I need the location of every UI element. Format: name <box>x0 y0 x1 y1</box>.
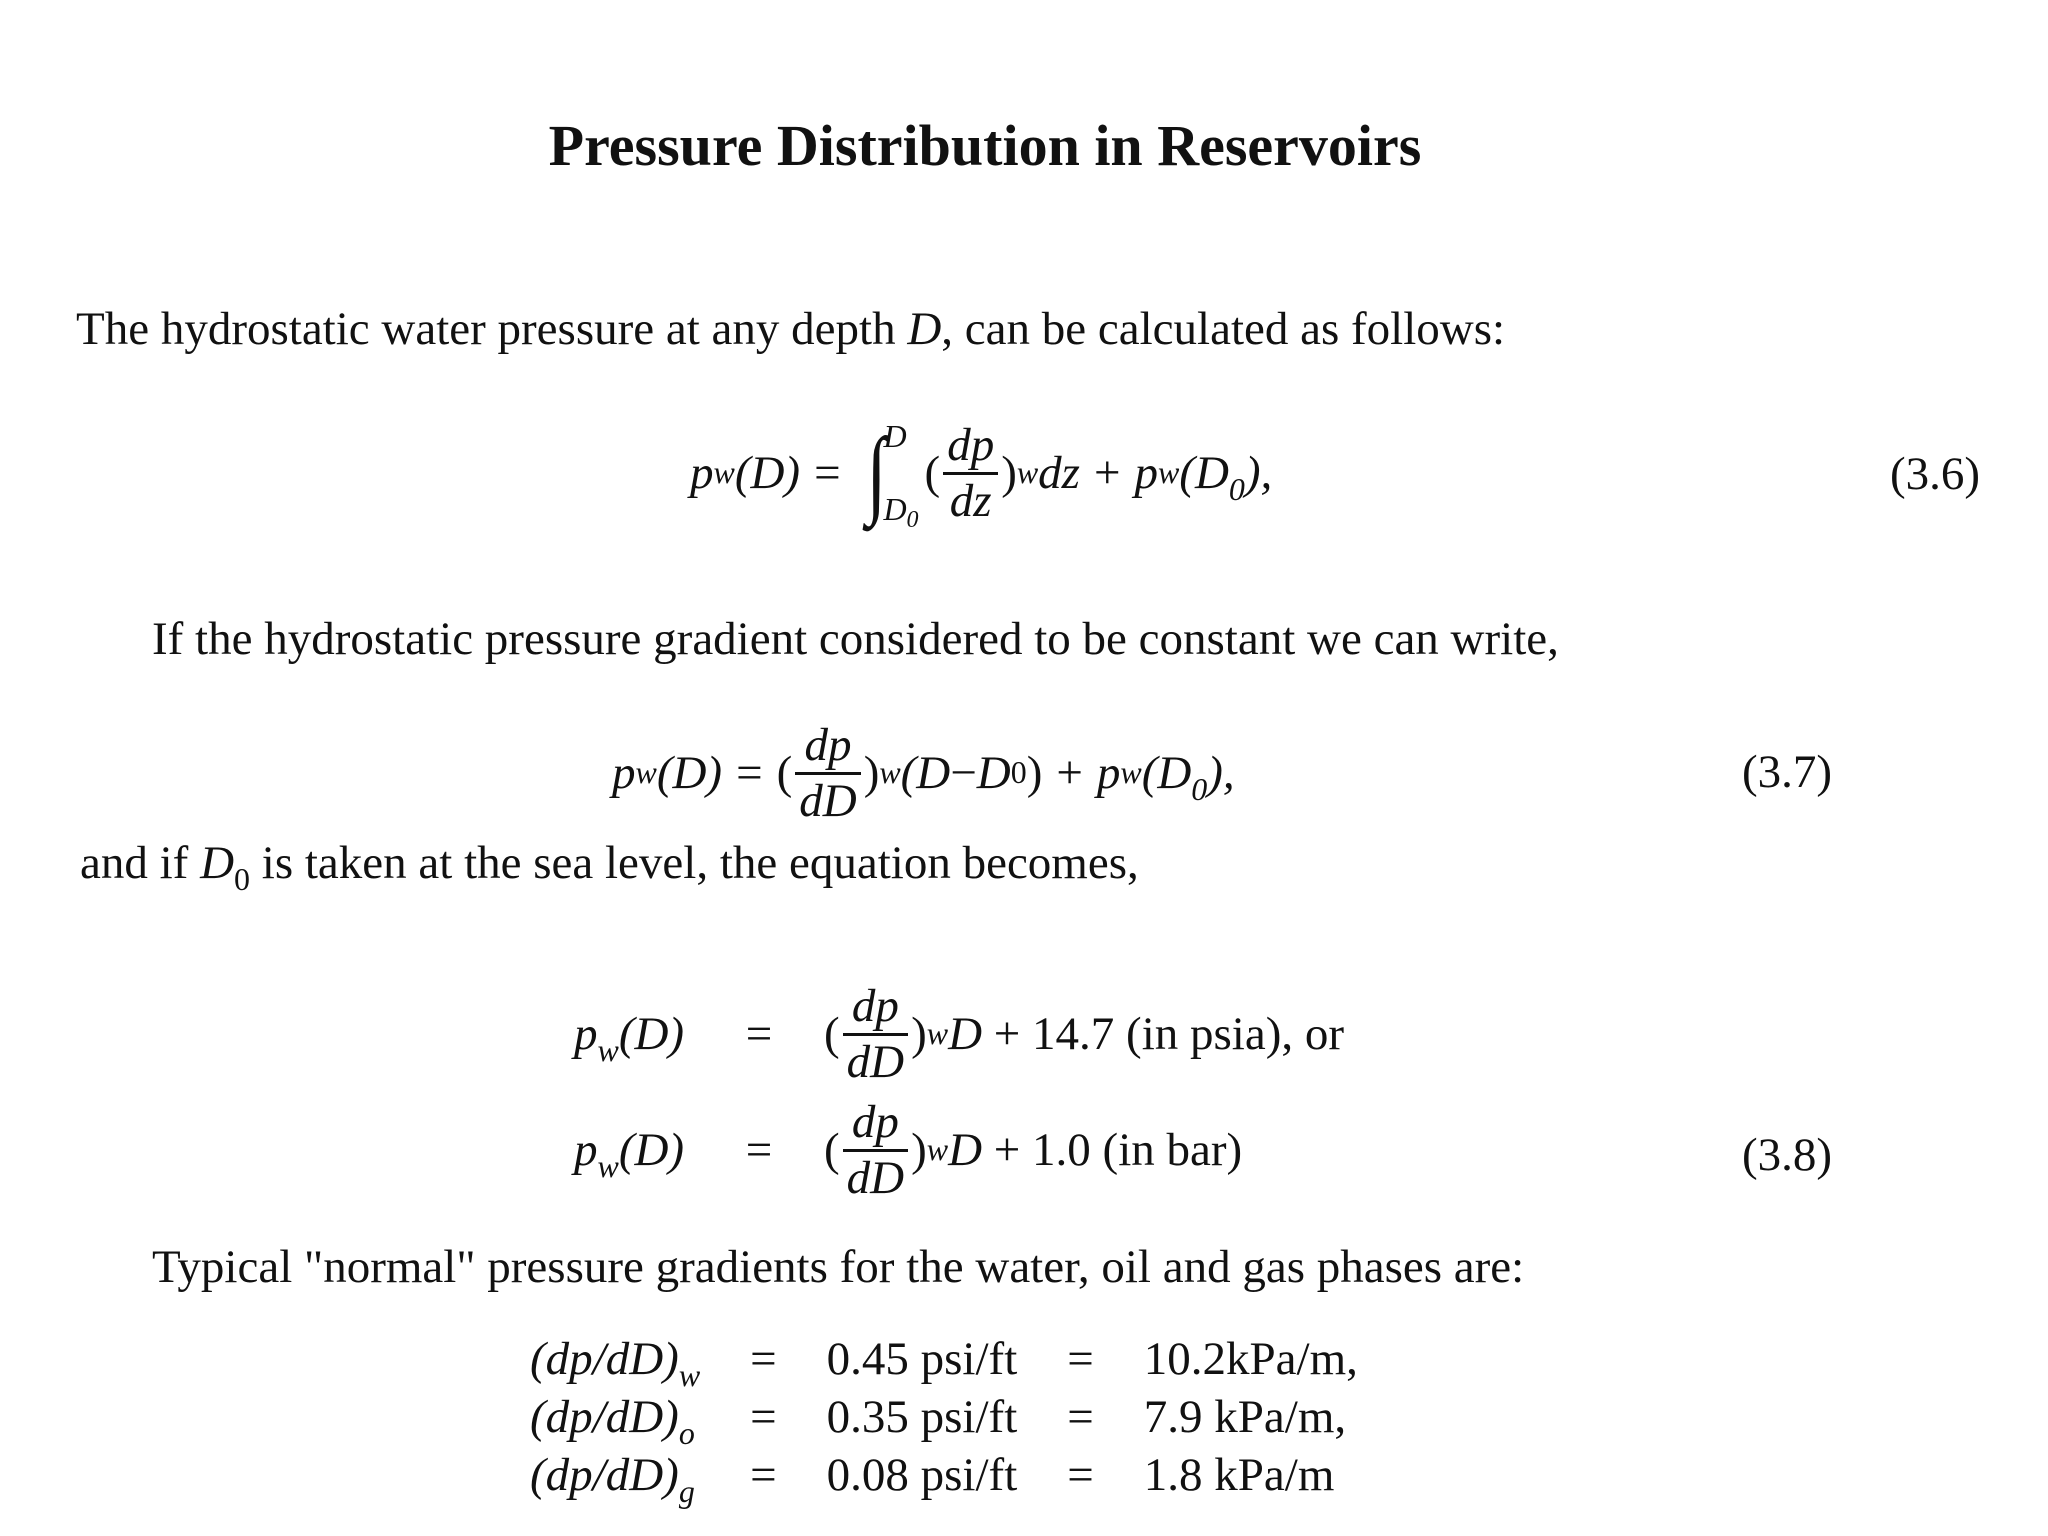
gradient-equals: = <box>750 1333 777 1385</box>
equation-3-6: p w (D) = ∫ D $D_0$ ( $\frac{dp}{dz}$ ) w dz + p w $(D_0)$, <box>690 418 1273 534</box>
equation-number-3-6: (3.6) <box>1890 448 1981 500</box>
equation-number-3-7: (3.7) <box>1742 746 1833 798</box>
gradient-psi-value: 0.08 psi/ft <box>826 1449 1018 1501</box>
eq37-p: p <box>612 747 636 799</box>
eq37-p2: p <box>1096 747 1121 799</box>
eq38a-depth: D <box>948 1008 983 1060</box>
eq36-plus: + <box>1093 447 1121 499</box>
eq38b-lhs: $p_w(D)$ <box>574 1124 685 1185</box>
depth-variable: D <box>907 303 942 355</box>
gradient-equals: = <box>1067 1391 1094 1443</box>
page-title: Pressure Distribution in Reservoirs <box>548 113 1422 178</box>
integral-lower-limit: $D_0$ <box>883 491 919 534</box>
gradient-row-oil <box>530 1388 1374 1446</box>
eq36-equals: = <box>814 447 841 499</box>
eq36-frac-denominator: dz <box>949 474 992 527</box>
gradient-kpa-value: 10.2kPa/m, <box>1143 1333 1358 1385</box>
intro-text-start: The hydrostatic water pressure at any depth <box>76 303 908 355</box>
eq36-frac-numerator: dp <box>947 418 995 471</box>
gradient-kpa-value: 7.9 kPa/m, <box>1143 1391 1347 1443</box>
eq37-frac-denominator: dD <box>799 774 857 827</box>
eq38a-frac-numerator: dp <box>851 979 899 1032</box>
gradient-psi-value: 0.45 psi/ft <box>826 1333 1018 1385</box>
gradient-equals: = <box>750 1449 777 1501</box>
eq38b-equals: = <box>745 1124 773 1176</box>
gradient-kpa-value: 1.8 kPa/m <box>1143 1449 1335 1501</box>
integral-limits <box>883 418 919 534</box>
gradient-row-gas <box>530 1446 1374 1504</box>
eq37-paren-close: ) <box>863 747 880 799</box>
eq37-middle-open: (D <box>900 747 951 799</box>
equation-3-7: p w (D) = ( $\frac{dp}{dD}$ ) w (D − D 0 ) + p w $(D_0)$, <box>612 718 1235 827</box>
d0-variable: D <box>200 837 235 889</box>
eq37-paren-open: ( <box>776 747 793 799</box>
equation-number-3-8: (3.8) <box>1742 1129 1833 1181</box>
eq37-fraction <box>795 718 860 827</box>
eq36-lhs-arg: (D) <box>734 447 801 499</box>
eq37-d0: D <box>976 747 1011 799</box>
sea-level-text-start: and if <box>80 837 201 889</box>
eq36-dz: dz <box>1038 447 1080 499</box>
eq38b-tail: + 1.0 (in bar) <box>982 1124 1243 1176</box>
equation-3-8-line-1: $p_w(D)$ = ( $\frac{dp}{dD}$ ) w D + 14.7 (in psia), or <box>574 979 1345 1088</box>
eq38a-equals: = <box>745 1008 773 1060</box>
eq38a-paren-open: ( <box>824 1008 840 1060</box>
eq37-lhs-arg: (D) <box>656 747 723 799</box>
eq36-fraction <box>943 418 998 527</box>
gradient-equals: = <box>750 1391 777 1443</box>
eq38b-paren-open: ( <box>824 1124 840 1176</box>
gradient-row-water <box>530 1330 1374 1388</box>
eq38b-paren-close: ) <box>911 1124 927 1176</box>
gradient-lhs: $(dp/dD)_w$ <box>530 1333 701 1394</box>
gradient-lhs: $(dp/dD)_o$ <box>530 1391 695 1452</box>
eq38a-frac-denominator: dD <box>846 1035 905 1088</box>
eq38b-fraction <box>843 1095 908 1204</box>
gradient-equals: = <box>1067 1333 1094 1385</box>
eq36-p2: p <box>1134 447 1158 499</box>
gradient-lhs: $(dp/dD)_g$ <box>530 1449 695 1510</box>
eq38a-tail: + 14.7 (in psia), or <box>982 1008 1345 1060</box>
integral-symbol: ∫ <box>865 419 887 527</box>
gradient-psi-value: 0.35 psi/ft <box>826 1391 1018 1443</box>
eq38b-frac-denominator: dD <box>846 1151 905 1204</box>
gradient-equals: = <box>1067 1449 1094 1501</box>
equation-3-8-line-2: $p_w(D)$ = ( $\frac{dp}{dD}$ ) w D + 1.0 (in bar) <box>574 1095 1243 1204</box>
pressure-gradients-table <box>530 1330 1374 1510</box>
eq36-p2-arg: $(D_0)$, <box>1179 447 1273 508</box>
constant-gradient-paragraph: If the hydrostatic pressure gradient considered to be constant we can write, <box>152 613 1559 665</box>
eq38b-frac-numerator: dp <box>851 1095 899 1148</box>
intro-paragraph <box>76 302 1505 356</box>
eq37-frac-numerator: dp <box>804 718 852 771</box>
eq37-plus: + <box>1056 747 1083 799</box>
intro-text-end: , can be calculated as follows: <box>941 303 1506 355</box>
integral-upper-limit: D <box>883 418 907 454</box>
eq38b-depth: D <box>948 1124 983 1176</box>
eq36-p: p <box>690 447 714 499</box>
eq37-middle-close: ) <box>1026 747 1043 799</box>
eq36-paren-close: ) <box>1001 447 1017 499</box>
eq38a-fraction <box>843 979 908 1088</box>
eq37-p2-arg: $(D_0)$, <box>1141 747 1235 808</box>
d0-subscript: 0 <box>234 862 251 898</box>
eq38a-paren-close: ) <box>911 1008 927 1060</box>
eq38a-lhs: $p_w(D)$ <box>574 1008 685 1069</box>
eq37-equals: = <box>736 747 763 799</box>
eq37-minus: − <box>950 747 977 799</box>
eq36-paren-open: ( <box>924 447 941 499</box>
integral-sign <box>863 418 919 534</box>
typical-gradients-paragraph: Typical "normal" pressure gradients for the water, oil and gas phases are: <box>152 1241 1525 1293</box>
sea-level-paragraph <box>80 836 1139 898</box>
sea-level-text-end: is taken at the sea level, the equation becomes, <box>250 837 1139 889</box>
